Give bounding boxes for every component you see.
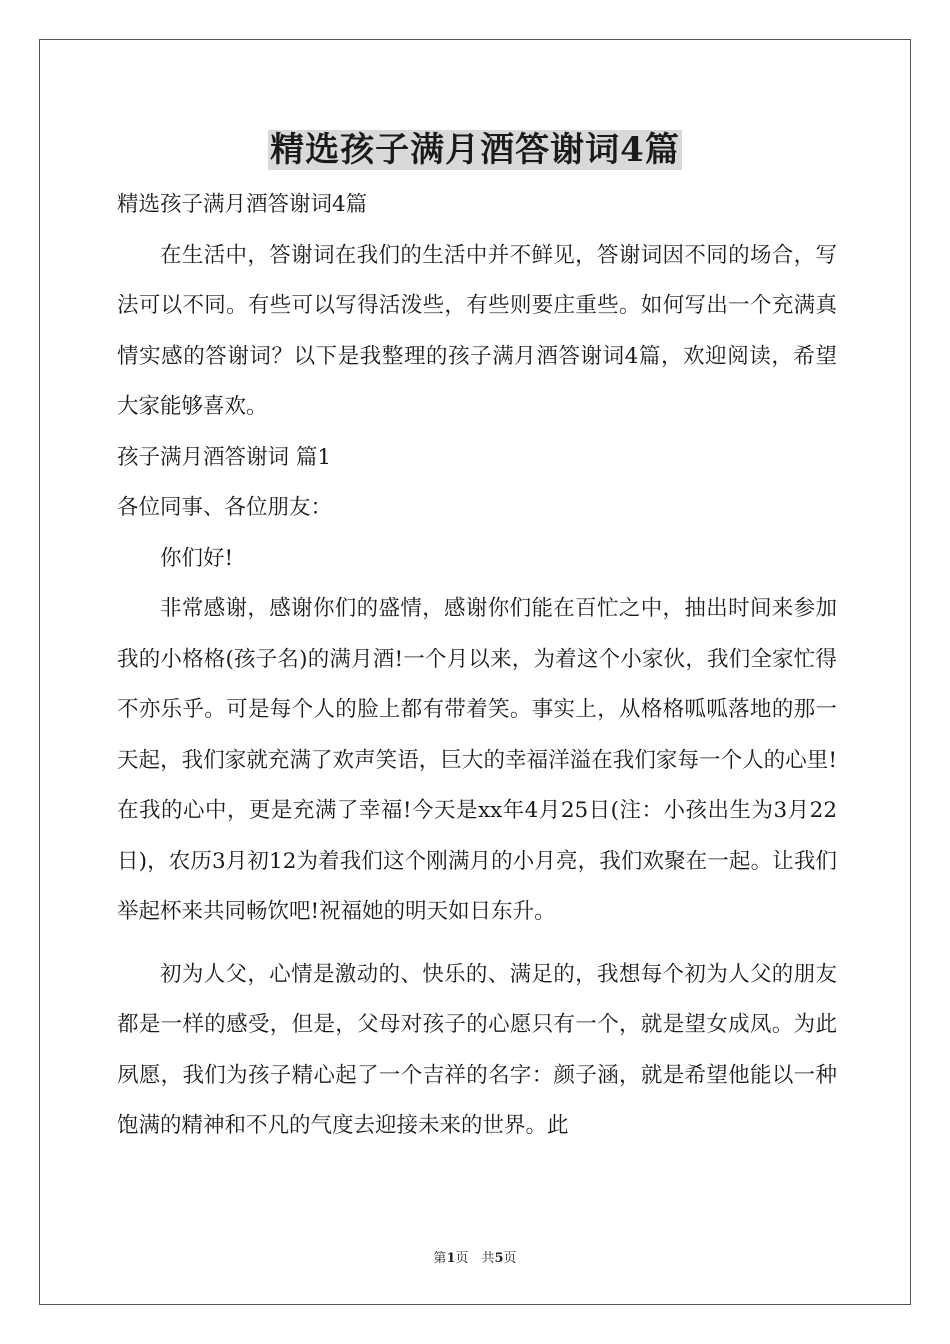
section-heading: 孩子满月酒答谢词 篇1 [117, 444, 332, 470]
subtitle-line: 精选孩子满月酒答谢词4篇 [117, 192, 368, 217]
salutation: 各位同事、各位朋友： [117, 495, 333, 520]
intro-paragraph: 在生活中，答谢词在我们的生活中并不鲜见，答谢词因不同的场合，写法可以不同。有些可以写得活泼些，有些则要庄重些。如何写出一个充满真情实感的答谢词？以下是我整理的孩子满月酒答谢词4篇，欢迎阅读，希望大家能够喜欢。 [117, 242, 837, 419]
body-paragraph-1: 非常感谢，感谢你们的盛情，感谢你们能在百忙之中，抽出时间来参加我的小格格(孩子名)的满月酒!一个月以来，为着这个小家伙，我们全家忙得不亦乐乎。可是每个人的脸上都有带着笑。事实上，从格格呱呱落地的那一天起，我们家就充满了欢声笑语，巨大的幸福洋溢在我们家每一个人的心里!在我的心中，更是充满了幸福!今天是xx年4月25日(注：小孩出生为3月22日)，农历3月初12为着我们这个刚满月的小月亮，我们欢聚在一起。让我们举起杯来共同畅饮吧!祝福她的明天如日东升。 [117, 596, 837, 924]
page-footer: 第1页 共5页 [433, 1251, 517, 1266]
document-title [0, 128, 950, 172]
body-paragraph-2: 初为人父，心情是激动的、快乐的、满足的，我想每个初为人父的朋友都是一样的感受，但是，父母对孩子的心愿只有一个，就是望女成凤。为此夙愿，我们为孩子精心起了一个吉祥的名字：颜子涵，就是希望他能以一种饱满的精神和不凡的气度去迎接未来的世界。此 [117, 961, 837, 1138]
document-body [117, 180, 837, 1152]
current-page-number: 1 [446, 1251, 456, 1266]
total-page-number: 5 [494, 1251, 504, 1266]
document-title-text: 精选孩子满月酒答谢词4篇 [270, 130, 680, 170]
greeting: 你们好! [160, 545, 234, 571]
